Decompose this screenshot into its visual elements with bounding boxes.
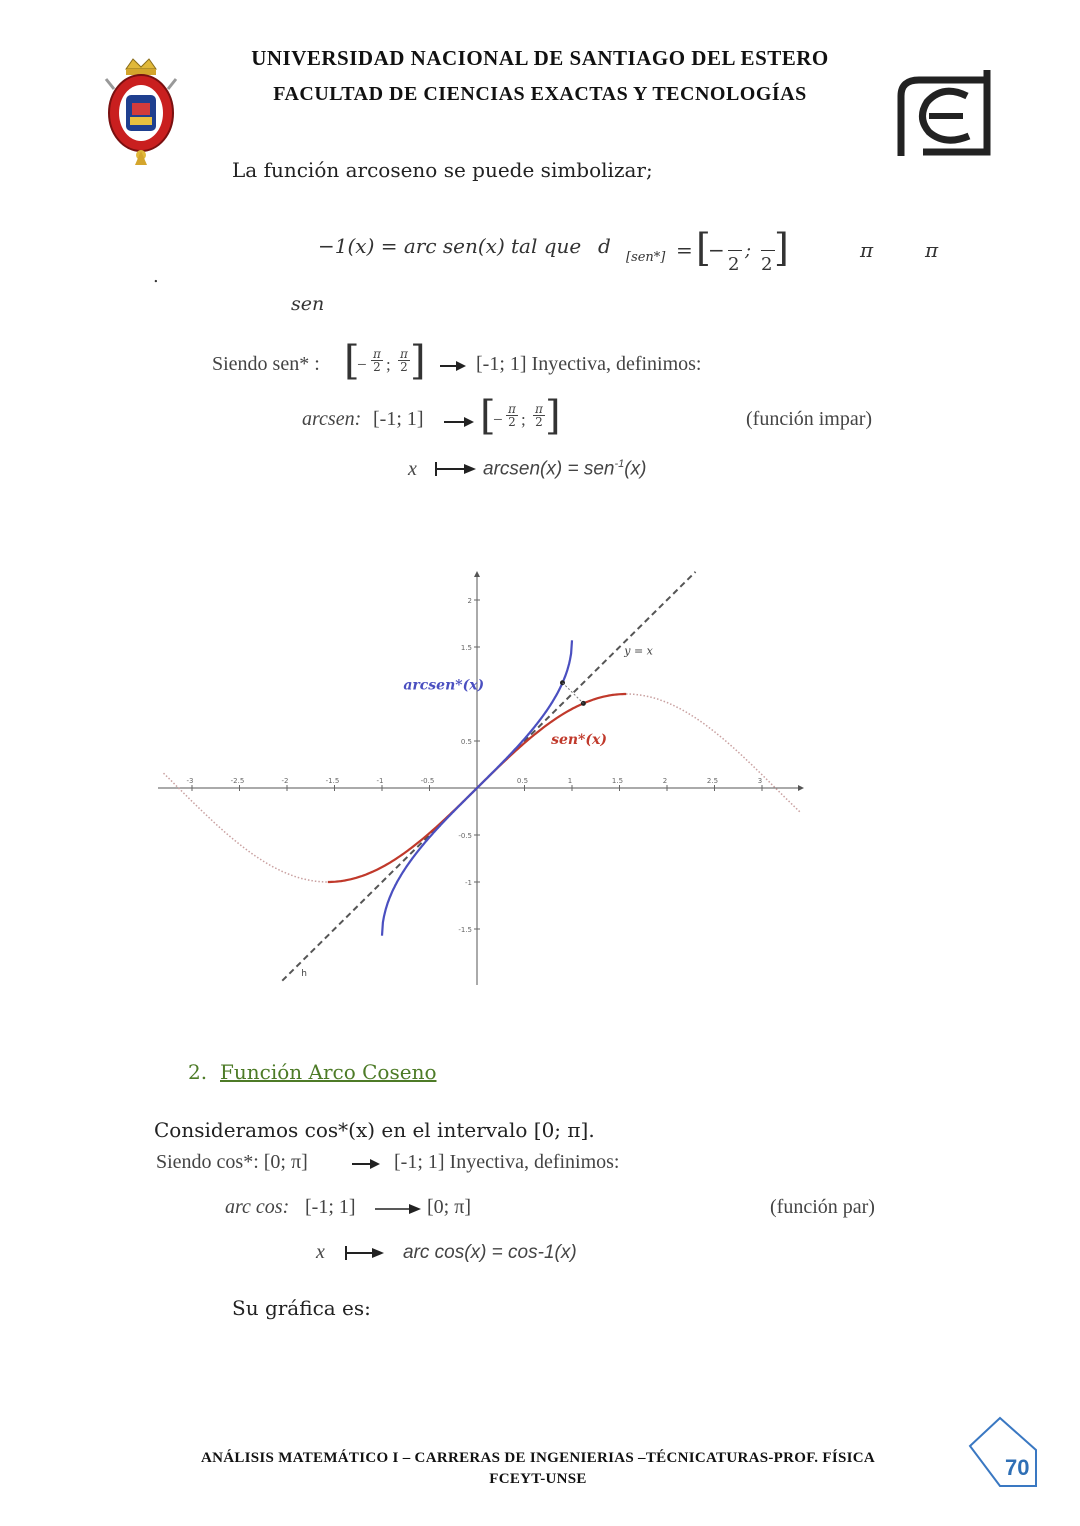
footer-course: ANÁLISIS MATEMÁTICO I – CARRERAS DE INGENIERIAS –TÉCNICATURAS-PROF. FÍSICA (200, 1450, 876, 1466)
formula-bracket-open: [ (696, 226, 711, 270)
arccos-domain: [-1; 1] (305, 1196, 356, 1218)
domain-d: d (598, 234, 611, 258)
y-tick-label: 0.5 (460, 738, 472, 746)
arccos-range: [0; π] (427, 1196, 471, 1218)
interval-bracket-open: [ (344, 338, 360, 384)
frac-num: π (400, 347, 408, 361)
sen-label: sen (291, 293, 325, 315)
arcsen-mapping (483, 458, 646, 480)
x-tick-label: -2.5 (230, 777, 245, 785)
arcsen-domain: [-1; 1] (373, 408, 424, 430)
domain-subscript: [sen*] (626, 250, 666, 265)
page-number: 70 (1005, 1455, 1030, 1480)
interval-fraction-1 (371, 348, 383, 373)
y-tick-label: 2 (467, 597, 472, 605)
frac-den: 2 (535, 415, 543, 429)
university-crest-logo (100, 55, 182, 167)
formula-fraction-bar-2 (761, 250, 775, 251)
arcsen-mapping-sup: -1 (614, 458, 625, 470)
inyectiva-text-2: [-1; 1] Inyectiva, definimos: (394, 1151, 620, 1173)
intro-text: La función arcoseno se puede simbolizar; (232, 158, 653, 182)
interval-minus: − (357, 355, 367, 374)
x-tick-label: 2.5 (706, 777, 719, 785)
y-tick-label: -1 (465, 879, 472, 887)
formula-den-2: 2 (761, 254, 773, 275)
stray-dot: . (153, 266, 159, 287)
parity-par: (función par) (770, 1196, 875, 1218)
sen-label-chart: sen*(x) (551, 731, 607, 748)
x-tick-label: -1.5 (325, 777, 340, 785)
su-grafica-text: Su gráfica es: (232, 1296, 371, 1320)
inyectiva-text-1: [-1; 1] Inyectiva, definimos: (476, 353, 702, 375)
frac-den: 2 (400, 360, 408, 374)
x-tick-label: -2 (281, 777, 289, 785)
range-minus: − (493, 410, 503, 429)
mapping-x-2: x (316, 1241, 325, 1263)
frac-den: 2 (373, 360, 381, 374)
right-arrow-icon (444, 416, 474, 428)
x-tick-label: 0.5 (516, 777, 529, 785)
x-tick-label: -1 (376, 777, 384, 785)
x-axis-arrow (798, 785, 804, 791)
h-label-chart: h (301, 969, 307, 979)
x-tick-label: 3 (757, 777, 763, 785)
sen-point (581, 701, 586, 706)
interval-fraction-2 (398, 348, 410, 373)
arcsen-mapping-end: (x) (624, 458, 647, 480)
x-tick-label: -3 (186, 777, 194, 785)
arcsen-label-chart: arcsen*(x) (403, 677, 485, 694)
equals-sign: = (676, 238, 693, 262)
frac-den: 2 (508, 415, 516, 429)
arcsen-label: arcsen: (302, 408, 362, 430)
section-title-arco-coseno[interactable]: Función Arco Coseno (220, 1060, 437, 1084)
mapping-x: x (408, 458, 417, 480)
arccos-mapping: arc cos(x) = cos-1(x) (403, 1242, 577, 1263)
y-tick-label: -1.5 (458, 926, 472, 934)
tal-que-text: tal que (511, 234, 582, 258)
right-arrow-icon (440, 360, 466, 372)
siendo-cos-text: Siendo cos*: [0; π] (156, 1151, 308, 1173)
pi-symbol-1: π (860, 238, 874, 262)
range-fraction-2 (533, 403, 545, 428)
x-tick-label: 2 (662, 777, 668, 785)
range-bracket-close: ] (545, 393, 561, 439)
x-tick-label: 1.5 (611, 777, 624, 785)
formula-bracket-close: ] (774, 226, 789, 270)
range-fraction-1 (506, 403, 518, 428)
x-tick-label: 1 (567, 777, 573, 785)
faculty-logo (893, 66, 993, 162)
formula-separator: ; (745, 240, 752, 261)
formula-fraction-bar-1 (728, 250, 742, 251)
maps-to-arrow-icon (434, 460, 476, 478)
formula-den-1: 2 (728, 254, 740, 275)
interval-sep: ; (386, 355, 391, 374)
arcsen-chart (150, 565, 810, 995)
parity-impar: (función impar) (746, 408, 873, 430)
y-axis-arrow (474, 571, 480, 577)
symmetry-connector (563, 683, 584, 704)
footer-institution: FCEYT-UNSE (489, 1471, 587, 1487)
frac-num: π (373, 347, 381, 361)
y-tick-label: -0.5 (458, 832, 472, 840)
range-sep: ; (521, 410, 526, 429)
interval-bracket-close: ] (410, 338, 426, 384)
range-bracket-open: [ (480, 393, 496, 439)
frac-num: π (508, 402, 516, 416)
consideramos-text: Consideramos cos*(x) en el intervalo [0; π]. (154, 1118, 595, 1142)
arccos-label: arc cos: (225, 1196, 290, 1218)
y-tick-label: 1.5 (460, 644, 472, 652)
siendo-sen-text: Siendo sen* : (212, 353, 320, 375)
arcsen-mapping-text: arcsen(x) = sen (483, 458, 615, 480)
pi-symbol-2: π (925, 238, 939, 262)
frac-num: π (535, 402, 543, 416)
right-arrow-icon (352, 1158, 382, 1170)
formula-minus: − (708, 238, 725, 262)
maps-to-arrow-icon (344, 1244, 384, 1262)
section-number: 2. (188, 1060, 208, 1084)
arcsen-formula-lhs: −1(x) = arc sen(x) (318, 234, 505, 258)
university-name: UNIVERSIDAD NACIONAL DE SANTIAGO DEL ESTERO (251, 46, 829, 70)
identity-label-chart: y = x (624, 644, 653, 658)
long-right-arrow-icon (375, 1203, 421, 1215)
x-tick-label: -0.5 (420, 777, 435, 785)
faculty-name: FACULTAD DE CIENCIAS EXACTAS Y TECNOLOGÍAS (273, 83, 807, 105)
